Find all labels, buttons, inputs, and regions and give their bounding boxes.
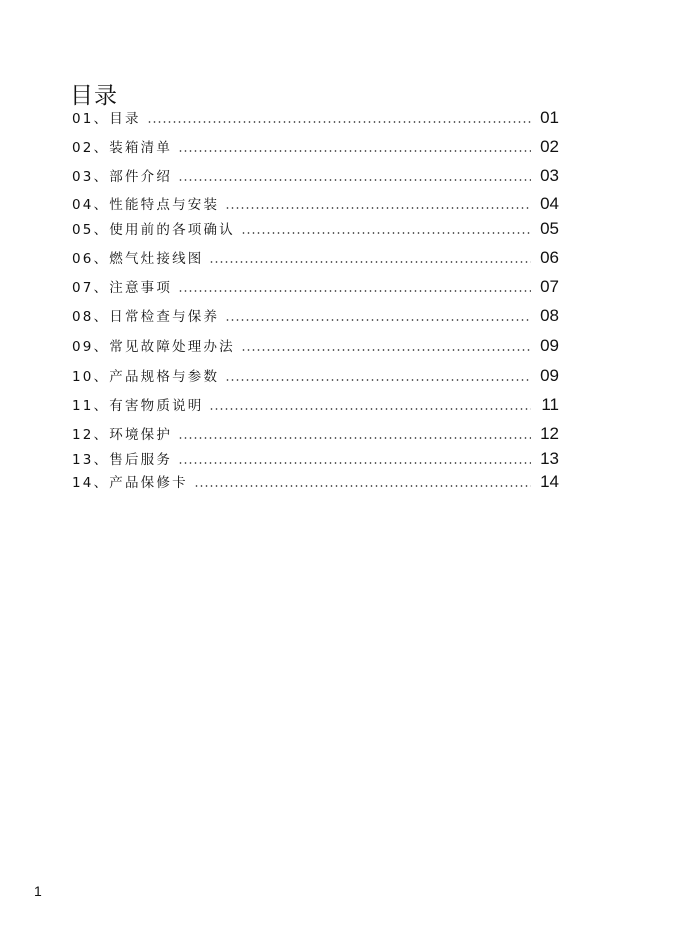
toc-item-page: 14	[540, 472, 559, 491]
dot-leader	[225, 379, 531, 381]
toc-item-page: 12	[540, 424, 559, 443]
toc-item-page: 07	[540, 277, 559, 296]
toc-item[interactable]	[72, 445, 559, 469]
toc-item[interactable]	[72, 133, 559, 157]
toc-item-label: 12、环境保护	[72, 427, 173, 443]
toc-item-page: 09	[540, 336, 559, 355]
toc-item-page: 01	[540, 108, 559, 127]
page-number: 1	[34, 883, 42, 899]
dot-leader	[178, 179, 531, 181]
page-title: 目录	[70, 83, 118, 110]
toc-item-page: 06	[540, 248, 559, 267]
toc-item[interactable]	[72, 162, 559, 186]
toc-item[interactable]	[72, 332, 559, 356]
toc-item-label: 02、装箱清单	[72, 140, 173, 156]
toc-item[interactable]	[72, 302, 559, 326]
toc-item-label: 07、注意事项	[72, 280, 173, 296]
dot-leader	[225, 207, 531, 209]
toc-item[interactable]	[72, 468, 559, 492]
dot-leader	[178, 290, 531, 292]
dot-leader	[178, 150, 531, 152]
toc-item-page: 03	[540, 166, 559, 185]
toc-item[interactable]	[72, 104, 559, 128]
toc-item-page: 05	[540, 219, 559, 238]
toc-item-label: 04、性能特点与安装	[72, 197, 220, 213]
toc-item-page: 02	[540, 137, 559, 156]
toc-item-page: 13	[540, 449, 559, 468]
toc-item-page: 08	[540, 306, 559, 325]
dot-leader	[209, 261, 531, 263]
dot-leader	[241, 232, 531, 234]
toc-item[interactable]	[72, 362, 559, 386]
dot-leader	[241, 349, 531, 351]
toc-item-label: 06、燃气灶接线图	[72, 251, 204, 267]
toc-item[interactable]	[72, 420, 559, 444]
toc-item-label: 08、日常检查与保养	[72, 309, 220, 325]
toc-item-label: 14、产品保修卡	[72, 475, 188, 491]
dot-leader	[225, 319, 531, 321]
toc-item[interactable]	[72, 273, 559, 297]
toc-item-page: 04	[540, 194, 559, 213]
toc-item-label: 10、产品规格与参数	[72, 369, 220, 385]
toc-item-label: 09、常见故障处理办法	[72, 339, 235, 355]
dot-leader	[209, 408, 531, 410]
toc-item[interactable]	[72, 244, 559, 268]
dot-leader	[147, 121, 531, 123]
toc-item[interactable]	[72, 391, 559, 415]
toc-item-label: 13、售后服务	[72, 452, 173, 468]
toc-item-label: 03、部件介绍	[72, 169, 173, 185]
toc-item-page: 11	[541, 395, 559, 414]
dot-leader	[178, 437, 531, 439]
dot-leader	[194, 485, 531, 487]
toc-item-label: 01、目录	[72, 111, 141, 127]
toc-item-page: 09	[540, 366, 559, 385]
toc-item-label: 05、使用前的各项确认	[72, 222, 235, 238]
dot-leader	[178, 462, 531, 464]
toc-item-label: 11、有害物质说明	[72, 398, 204, 414]
toc-item[interactable]	[72, 215, 559, 239]
toc-item[interactable]	[72, 190, 559, 214]
